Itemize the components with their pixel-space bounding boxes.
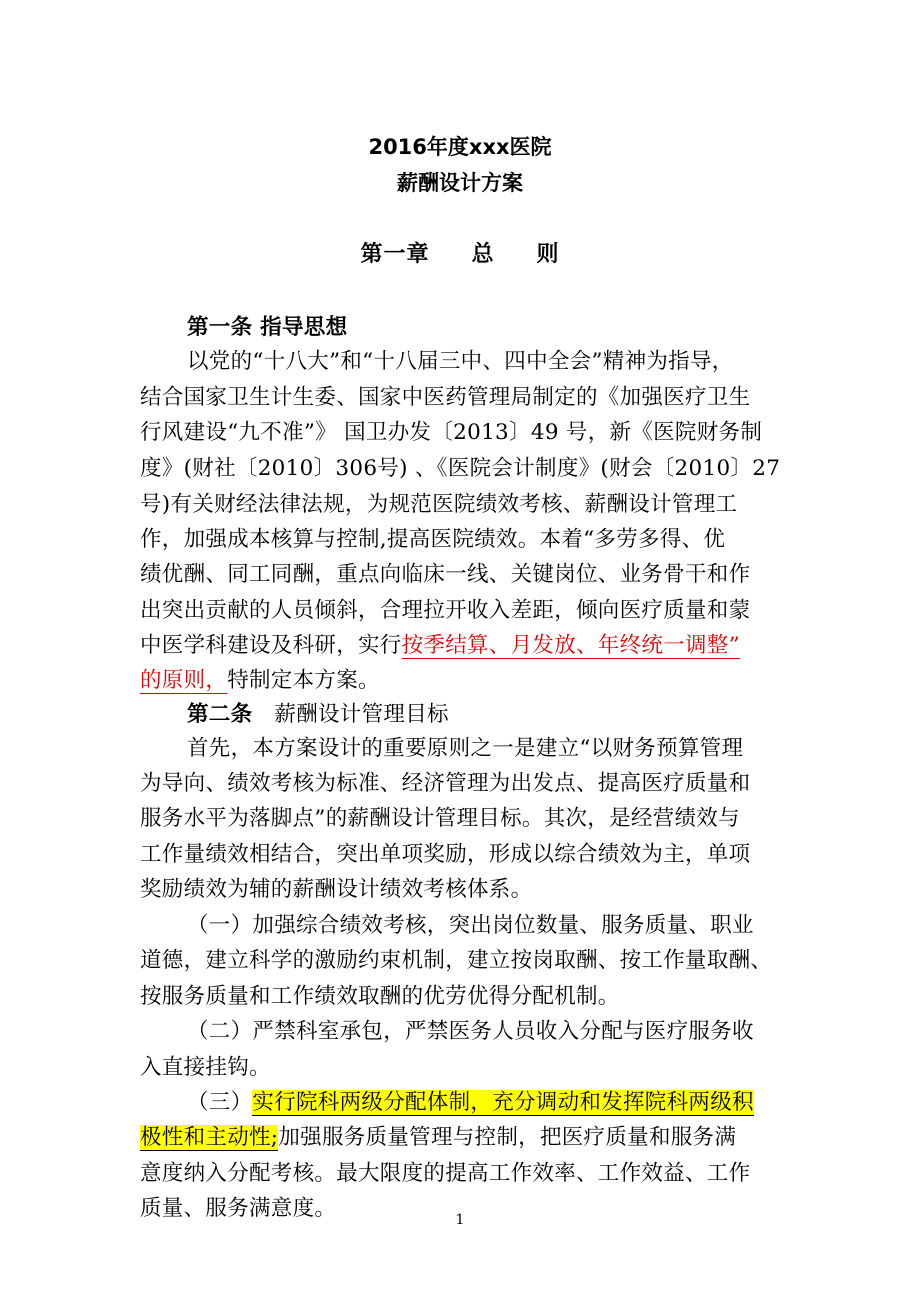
article2-line1: 首先，本方案设计的重要原则之一是建立“以财务预算管理 — [187, 736, 744, 761]
chapter-number: 第一章 — [360, 242, 430, 267]
article1-line3: 行风建设“九不准”》 国卫办发〔2013〕49 号，新《医院财务制 — [140, 420, 763, 445]
item1-line3: 按服务质量和工作绩效取酬的优劳优得分配机制。 — [140, 984, 620, 1009]
article2-line2: 为导向、绩效考核为标准、经济管理为出发点、提高医疗质量和 — [140, 771, 751, 796]
item2-line2: 入直接挂钩。 — [140, 1055, 271, 1080]
item3-line2 — [140, 1120, 795, 1151]
article2-line4: 工作量绩效相结合，突出单项奖励，形成以综合绩效为主，单项 — [140, 842, 751, 867]
item1-line2: 道德，建立科学的激励约束机制，建立按岗取酬、按工作量取酬、 — [140, 948, 773, 973]
article2-label: 第二条 — [187, 702, 253, 727]
doc-title-line1: 2016年度xxx医院 — [368, 135, 552, 159]
article1-line5: 号)有关财经法律法规，为规范医院绩效考核、薪酬设计管理工 — [140, 492, 738, 517]
item3-line1 — [187, 1085, 842, 1116]
red-underlined-text-cont: 的原则， — [140, 668, 228, 693]
item3-line4: 质量、服务满意度。 — [140, 1196, 337, 1221]
red-underlined-text: 按季结算、月发放、年终统一调整” — [401, 633, 740, 658]
highlighted-text: 实行院科两级分配体制，充分调动和发挥院科两级积 — [252, 1090, 754, 1115]
doc-title-line2: 薪酬设计方案 — [397, 171, 523, 195]
chapter-title-char2: 则 — [536, 242, 560, 267]
article2-line3: 服务水平为落脚点”的薪酬设计管理目标。其次，是经营绩效与 — [140, 806, 740, 831]
article1-line1: 以党的“十八大”和“十八届三中、四中全会”精神为指导， — [187, 349, 734, 374]
article1-line7: 绩优酬、同工同酬，重点向临床一线、关键岗位、业务骨干和作 — [140, 562, 751, 587]
item2-line1: （二）严禁科室承包，严禁医务人员收入分配与医疗服务收 — [187, 1019, 754, 1044]
item3-line2-text: 加强服务质量管理与控制，把医疗质量和服务满 — [278, 1125, 737, 1150]
item3-line3: 意度纳入分配考核。最大限度的提高工作效率、工作效益、工作 — [140, 1161, 751, 1186]
chapter-heading — [0, 237, 920, 268]
article1-heading: 第一条 指导思想 — [187, 315, 348, 340]
highlighted-text-cont: 极性和主动性; — [140, 1125, 279, 1150]
page-number: 1 — [455, 1212, 465, 1228]
article1-line6: 作，加强成本核算与控制,提高医院绩效。本着“多劳多得、优 — [140, 527, 726, 552]
item1-line1: （一）加强综合绩效考核，突出岗位数量、服务质量、职业 — [187, 913, 754, 938]
article1-line9 — [140, 628, 795, 659]
article1-line9-text: 中医学科建设及科研，实行 — [140, 633, 402, 658]
article2-line5: 奖励绩效为辅的薪酬设计绩效考核体系。 — [140, 877, 533, 902]
article2-title: 薪酬设计管理目标 — [274, 702, 449, 727]
article2-heading — [187, 697, 842, 728]
article1-line8: 出突出贡献的人员倾斜，合理拉开收入差距，倾向医疗质量和蒙 — [140, 598, 751, 623]
article1-line4: 度》(财社〔2010〕306号) 、《医院会计制度》(财会〔2010〕27 — [140, 456, 781, 481]
article1-line2: 结合国家卫生计生委、国家中医药管理局制定的《加强医疗卫生 — [140, 385, 751, 410]
article1-line10-text: 特制定本方案。 — [227, 668, 380, 693]
article1-line10 — [140, 663, 795, 694]
chapter-title-char1: 总 — [471, 242, 495, 267]
item3-prefix: （三） — [187, 1090, 253, 1115]
